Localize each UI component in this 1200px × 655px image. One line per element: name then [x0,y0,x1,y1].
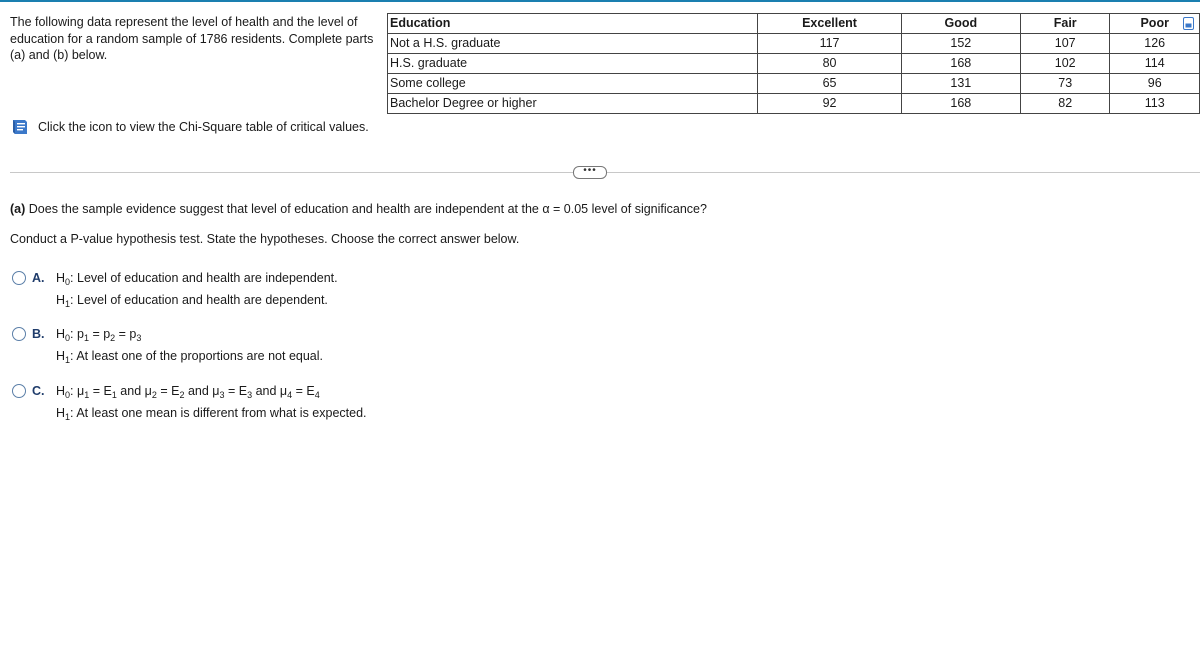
table-cell: 73 [1020,74,1109,94]
option-a-h1: $H_1$: Level of education and health are dependent. [56,293,328,309]
top-accent-line [0,0,1200,2]
table-cell: Not a H.S. graduate [388,34,758,54]
table-cell: 92 [758,94,901,114]
option-a-letter: A. [32,271,45,285]
option-b-radio[interactable] [12,327,26,341]
table-cell: 168 [901,54,1020,74]
expand-dots-button[interactable]: ••• [573,166,607,179]
table-cell: 131 [901,74,1020,94]
table-cell: Bachelor Degree or higher [388,94,758,114]
table-cell: 82 [1020,94,1109,114]
table-cell: 107 [1020,34,1109,54]
option-c-h1: $H_1$: At least one mean is different from what is expected. [56,406,367,422]
table-cell: 168 [901,94,1020,114]
option-a-h0: $H_0$: Level of education and health are independent. [56,271,338,287]
table-header-row [388,14,1200,34]
table-header: Poor [1110,14,1200,34]
table-cell: 117 [758,34,901,54]
option-a-radio[interactable] [12,271,26,285]
option-c-letter: C. [32,384,45,398]
instruction-text: Conduct a P-value hypothesis test. State the hypotheses. Choose the correct answer below. [10,232,520,246]
table-row [388,74,1200,94]
table-header: Fair [1020,14,1109,34]
table-cell: 114 [1110,54,1200,74]
table-row [388,34,1200,54]
table-cell: 80 [758,54,901,74]
chi-square-link-text[interactable]: Click the icon to view the Chi-Square table of critical values. [38,120,369,134]
data-table [387,13,1200,114]
book-icon[interactable] [10,118,30,136]
question-text-after: level of significance? [588,202,707,216]
table-header: Education [388,14,758,34]
table-header: Good [901,14,1020,34]
question-a [10,202,707,216]
table-cell: 126 [1110,34,1200,54]
table-cell: Some college [388,74,758,94]
table-cell: 113 [1110,94,1200,114]
option-a-h1-text: Level of education and health are dependent. [77,293,328,307]
problem-intro: The following data represent the level of health and the level of education for a random sample of 1786 residents. Complete parts (a) and (b) below. [10,15,374,62]
option-c-h1-text: At least one mean is different from what is expected. [76,406,367,420]
table-cell: 65 [758,74,901,94]
question-text-before: Does the sample evidence suggest that level of education and health are independent at the [28,202,543,216]
table-row [388,54,1200,74]
expand-table-icon[interactable] [1183,17,1194,30]
option-b-h0: $H_0$: $p_1 = p_2 = p_3$ [56,327,142,343]
chi-square-link[interactable] [10,118,369,136]
table-row [388,94,1200,114]
option-b-h1: $H_1$: At least one of the proportions are not equal. [56,349,324,365]
alpha-value: α = 0.05 [542,202,589,216]
table-header: Excellent [758,14,901,34]
table-cell: H.S. graduate [388,54,758,74]
option-c-radio[interactable] [12,384,26,398]
table-cell: 152 [901,34,1020,54]
question-part-label: (a) [10,202,26,216]
option-b-h1-text: At least one of the proportions are not equal. [76,349,324,363]
table-cell: 102 [1020,54,1109,74]
option-a-h0-text: Level of education and health are independent. [77,271,338,285]
option-c-h0: $H_0$: $\mu_1 = E_1$ and $\mu_2 = E_2$ and $\mu_3 = E_3$ and $\mu_4 = E_4$ [56,384,320,400]
table-cell: 96 [1110,74,1200,94]
option-b-letter: B. [32,327,45,341]
